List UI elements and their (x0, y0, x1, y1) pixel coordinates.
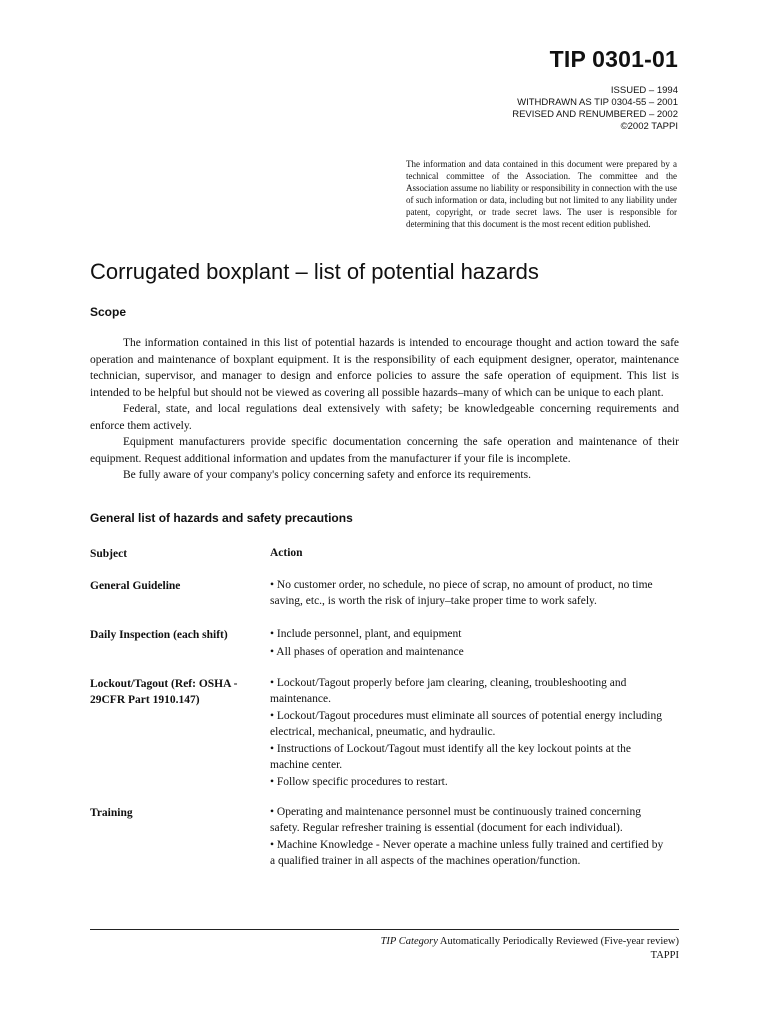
hazard-subject: Training (90, 807, 133, 819)
scope-paragraph: Be fully aware of your company's policy concerning safety and enforce its requirements. (123, 469, 531, 481)
hazard-actions (270, 805, 670, 871)
issue-line: WITHDRAWN AS TIP 0304-55 – 2001 (517, 97, 678, 108)
footer-category (381, 935, 679, 949)
subject-column-header: Subject (90, 548, 128, 560)
action-item: • Operating and maintenance personnel must be continuously trained concerning safety. Regular refresher training is essential (document for each individual). (270, 806, 641, 834)
action-item: • Instructions of Lockout/Tagout must identify all the key lockout points at the machine center. (270, 743, 631, 771)
action-item: • Follow specific procedures to restart. (270, 776, 448, 788)
action-item: • Machine Knowledge - Never operate a machine unless fully trained and certified by a qualified trainer in all aspects of the machines operation/function. (270, 839, 664, 867)
disclaimer-text: The information and data contained in this document were prepared by a technical committee of the Association. The committee and the Association assume no liability or responsibility in connection with the use of such information or data, including but not limited to any liability under patent, copyright, or trade secret laws. The user is responsible for determining that this document is the most recent edition published. (406, 159, 677, 229)
document-title: Corrugated boxplant – list of potential hazards (90, 259, 539, 284)
copyright-line: ©2002 TAPPI (620, 121, 678, 132)
action-item: • No customer order, no schedule, no piece of scrap, no amount of product, no time saving, etc., is worth the risk of injury–take proper time to work safely. (270, 579, 653, 607)
hazard-subject: Lockout/Tagout (Ref: OSHA - 29CFR Part 1910.147) (90, 678, 238, 706)
action-item: • Lockout/Tagout properly before jam clearing, cleaning, troubleshooting and maintenance. (270, 677, 627, 705)
footer-org: TAPPI (650, 950, 679, 961)
hazard-actions (270, 578, 670, 611)
issue-history (512, 85, 678, 133)
action-item: • All phases of operation and maintenance (270, 645, 464, 658)
scope-paragraph: Equipment manufacturers provide specific documentation concerning the safe operation and maintenance of their equipment. Request additional information and updates from the manufacturer if your file is incomplete. (90, 436, 679, 465)
action-item: • Include personnel, plant, and equipment (270, 628, 462, 640)
scope-heading: Scope (90, 305, 127, 319)
hazards-heading: General list of hazards and safety precautions (90, 511, 353, 525)
issue-line: ISSUED – 1994 (610, 85, 678, 96)
category-value: Automatically Periodically Reviewed (Five-year review) (439, 936, 679, 947)
action-item: • Lockout/Tagout procedures must eliminate all sources of potential energy including electrical, mechanical, pneumatic, and hydraulic. (270, 710, 662, 738)
footer-divider (90, 929, 679, 930)
scope-body (90, 335, 679, 484)
action-column-header: Action (270, 547, 303, 559)
category-label: TIP Category (380, 936, 438, 947)
hazard-actions (270, 627, 670, 662)
scope-paragraph: Federal, state, and local regulations deal extensively with safety; be knowledgeable concerning requirements and enforce them actively. (90, 403, 679, 432)
tip-number: TIP 0301-01 (549, 46, 678, 72)
hazard-actions (270, 676, 670, 793)
hazard-subject: General Guideline (90, 580, 181, 592)
hazard-subject: Daily Inspection (each shift) (90, 629, 228, 641)
issue-line: REVISED AND RENUMBERED – 2002 (512, 109, 678, 120)
scope-paragraph: The information contained in this list of potential hazards is intended to encourage thought and action toward the safe operation and maintenance of boxplant equipment. It is the responsibility of each equipment designer, operator, maintenance technician, supervisor, and manager to design and enforce policies to assure the safe operation of equipment. This list is intended to be helpful but should not be viewed as covering all possible hazards–many of which can be unique to each plant. (90, 337, 679, 399)
